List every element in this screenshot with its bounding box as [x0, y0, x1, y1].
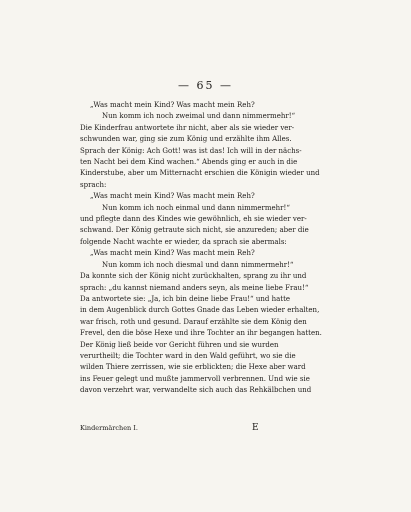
text-line: Frevel, den die böse Hexe und ihre Tochter an ihr begangen hatten.: [80, 329, 322, 338]
text-line: ten Nacht bei dem Kind wachen.“ Abends ging er auch in die: [80, 158, 298, 167]
text-line: folgende Nacht wachte er wieder, da sprach sie abermals:: [80, 237, 287, 246]
text-line: „Was macht mein Kind? Was macht mein Reh?: [90, 249, 255, 258]
text-line: „Was macht mein Kind? Was macht mein Reh?: [90, 101, 255, 109]
text-line: Die Kinderfrau antwortete ihr nicht, aber als sie wieder ver-: [80, 123, 295, 132]
page-number: — 65 —: [178, 79, 233, 92]
text-line: Da konnte sich der König nicht zurückhalten, sprang zu ihr und: [80, 272, 307, 281]
text-line: sprach:: [80, 180, 107, 189]
text-line: Nun komm ich noch zweimal und dann nimmermehr!“: [102, 112, 296, 121]
text-line: wilden Thiere zerrissen, wie sie erblickten; die Hexe aber ward: [80, 363, 306, 372]
text-line: sprach: „du kannst niemand anders seyn, als meine liebe Frau!“: [80, 283, 309, 292]
text-line: schwand. Der König getraute sich nicht, sie anzureden; aber die: [80, 226, 309, 235]
footer-signature: Kindermärchen I.: [80, 424, 138, 432]
text-line: „Was macht mein Kind? Was macht mein Reh?: [90, 192, 255, 201]
text-line: Da antwortete sie: „Ja, ich bin deine liebe Frau!“ und hatte: [80, 294, 291, 303]
text-line: war frisch, roth und gesund. Darauf erzählte sie dem König den: [80, 317, 307, 326]
body-text: [80, 100, 342, 397]
text-line: und pflegte dann des Kindes wie gewöhnlich, eh sie wieder ver-: [80, 215, 307, 224]
text-line: Sprach der König: Ach Gott! was ist das! Ich will in der nächs-: [80, 146, 302, 155]
text-line: davon verzehrt war, verwandelte sich auch das Rehkälbchen und: [80, 386, 312, 395]
text-line: Nun komm ich noch diesmal und dann nimmermehr!“: [102, 260, 294, 269]
text-line: Nun komm ich noch einmal und dann nimmermehr!“: [102, 203, 290, 212]
footer-signature-mark: E: [252, 423, 259, 433]
text-line: schwunden war, ging sie zum König und erzählte ihm Alles.: [80, 135, 292, 144]
page-footer: [80, 424, 342, 434]
text-line: in dem Augenblick durch Gottes Gnade das Leben wieder erhalten,: [80, 306, 320, 315]
text-line: ins Feuer gelegt und mußte jammervoll verbrennen. Und wie sie: [80, 374, 310, 383]
text-line: Kinderstube, aber um Mitternacht erschien die Königin wieder und: [80, 169, 320, 178]
text-line: verurtheilt; die Tochter ward in den Wald geführt, wo sie die: [80, 351, 296, 360]
text-line: Der König ließ beide vor Gericht führen und sie wurden: [80, 340, 279, 349]
